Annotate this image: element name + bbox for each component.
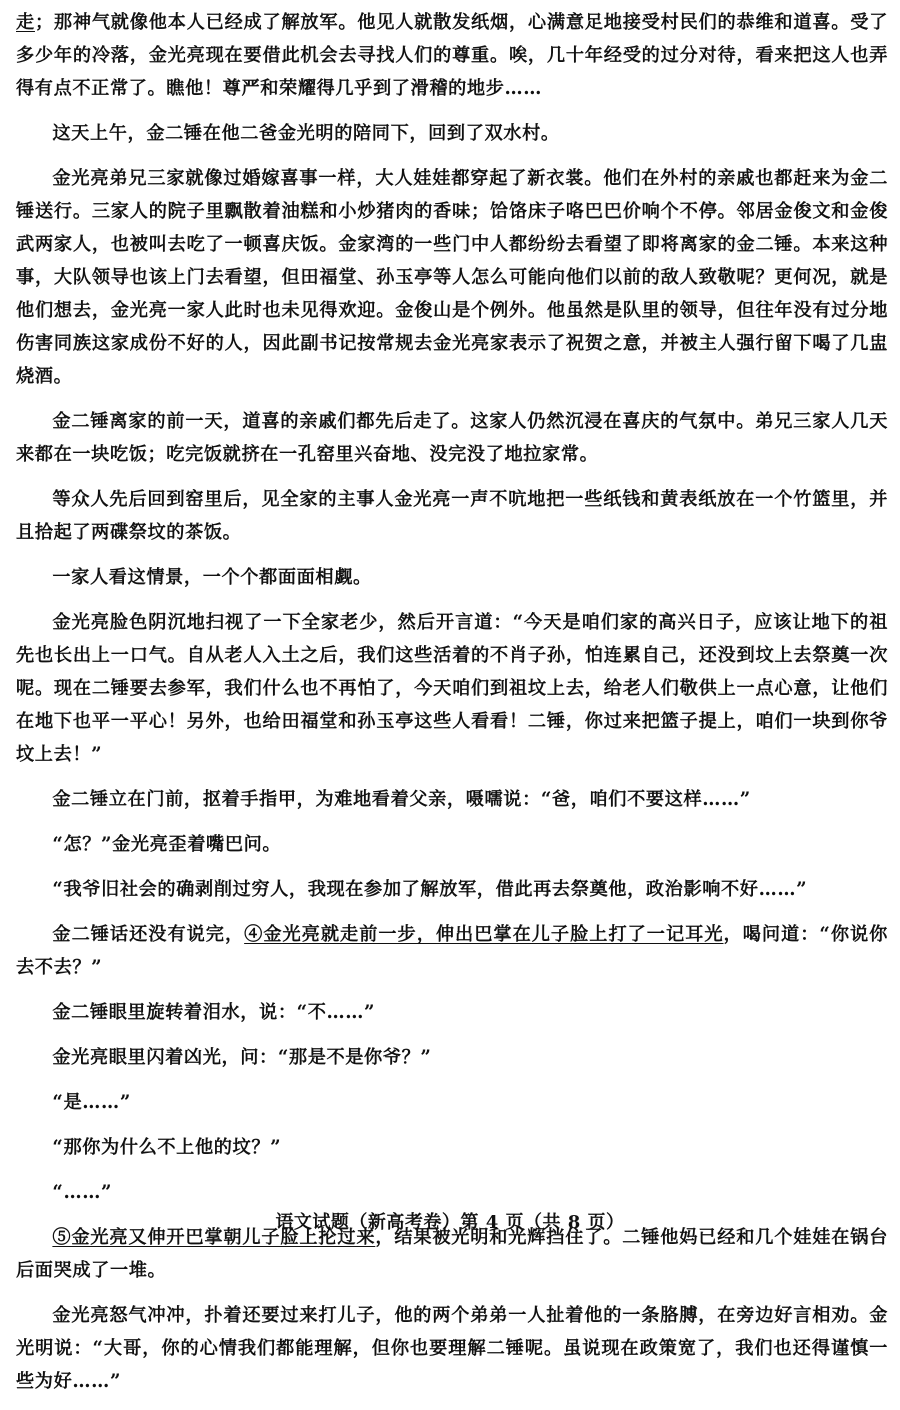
underlined-text: 走 — [16, 12, 35, 33]
paragraph — [16, 1041, 888, 1074]
text-segment: “怎？”金光亮歪着嘴巴问。 — [52, 834, 282, 855]
paragraph — [16, 1299, 888, 1398]
paragraph — [16, 783, 888, 816]
paragraph — [16, 873, 888, 906]
paragraph — [16, 606, 888, 771]
document-body — [16, 6, 888, 1410]
paragraph — [16, 117, 888, 150]
underlined-text: ⑤金光亮又伸开巴掌朝儿子脸上抡过来 — [52, 1227, 376, 1248]
paragraph — [16, 561, 888, 594]
underlined-text: ④金光亮就走前一步，伸出巴掌在儿子脸上打了一记耳光 — [244, 924, 724, 945]
paragraph — [16, 1086, 888, 1119]
paragraph — [16, 483, 888, 549]
text-segment: ，结果被光明和光辉挡住了。二锤他妈已经和几个娃娃在锅台后面哭成了一堆。 — [16, 1227, 889, 1281]
text-segment: 金光亮怒气冲冲，扑着还要过来打儿子，他的两个弟弟一人扯着他的一条胳膊，在旁边好言相劝。金光明说：“大哥，你的心情我们都能理解，但你也要理解二锤呢。虽说现在政策宽了，我们也还得谨慎一些为好……” — [16, 1305, 888, 1392]
text-segment: 等众人先后回到窑里后，见全家的主事人金光亮一声不吭地把一些纸钱和黄表纸放在一个竹篮里，并且拾起了两碟祭坟的茶饭。 — [16, 489, 888, 543]
text-segment: 金光亮脸色阴沉地扫视了一下全家老少，然后开言道：“今天是咱们家的高兴日子，应该让地下的祖先也长出上一口气。自从老人入土之后，我们这些活着的不肖子孙，怕连累自己，还没到坟上去祭奠一次呢。现在二锤要去参军，我们什么也不再怕了，今天咱们到祖坟上去，给老人们敬供上一点心意，让他们在地下也平一平心！另外，也给田福堂和孙玉亭这些人看看！二锤，你过来把篮子提上，咱们一块到你爷坟上去！” — [16, 612, 888, 765]
text-segment: “那你为什么不上他的坟？” — [52, 1137, 282, 1158]
text-segment: 一家人看这情景，一个个都面面相觑。 — [52, 567, 372, 588]
page-footer: 语文试题（新高考卷）第 4 页（共 8 页） — [275, 1212, 625, 1233]
text-segment: ；那神气就像他本人已经成了解放军。他见人就散发纸烟，心满意足地接受村民们的恭维和道喜。受了多少年的冷落，金光亮现在要借此机会去寻找人们的尊重。唉，几十年经受的过分对待，看来把这人也弄得有点不正常了。瞧他！尊严和荣耀得几乎到了滑稽的地步…… — [16, 12, 888, 99]
text-segment: “我爷旧社会的确剥削过穷人，我现在参加了解放军，借此再去祭奠他，政治影响不好……” — [52, 879, 808, 900]
text-segment: 金二锤立在门前，抠着手指甲，为难地看着父亲，嗫嚅说：“爸，咱们不要这样……” — [52, 789, 751, 810]
text-segment: ，喝问道：“你说你去不去？” — [16, 924, 888, 978]
paragraph — [16, 162, 888, 393]
text-segment: 金光亮眼里闪着凶光，问：“那是不是你爷？” — [52, 1047, 432, 1068]
paragraph — [16, 1131, 888, 1164]
text-segment: “……” — [52, 1182, 113, 1203]
paragraph — [16, 6, 888, 105]
text-segment: 这天上午，金二锤在他二爸金光明的陪同下，回到了双水村。 — [52, 123, 560, 144]
paragraph — [16, 996, 888, 1029]
text-segment: “是……” — [52, 1092, 131, 1113]
paragraph — [16, 405, 888, 471]
text-segment: 金二锤眼里旋转着泪水，说：“不……” — [52, 1002, 376, 1023]
paragraph — [16, 918, 888, 984]
paragraph — [16, 828, 888, 861]
paragraph — [16, 1176, 888, 1209]
text-segment: 金光亮弟兄三家就像过婚嫁喜事一样，大人娃娃都穿起了新衣裳。他们在外村的亲戚也都赶来为金二锤送行。三家人的院子里飘散着油糕和小炒猪肉的香味；饸饹床子咯巴巴价响个不停。邻居金俊文和金俊武两家人，也被叫去吃了一顿喜庆饭。金家湾的一些门中人都纷纷去看望了即将离家的金二锤。本来这种事，大队领导也该上门去看望，但田福堂、孙玉亭等人怎么可能向他们以前的敌人致敬呢？更何况，就是他们想去，金光亮一家人此时也未见得欢迎。金俊山是个例外。他虽然是队里的领导，但往年没有过分地伤害同族这家成份不好的人，因此副书记按常规去金光亮家表示了祝贺之意，并被主人强行留下喝了几盅烧酒。 — [16, 168, 888, 387]
text-segment: 金二锤离家的前一天，道喜的亲戚们都先后走了。这家人仍然沉浸在喜庆的气氛中。弟兄三家人几天来都在一块吃饭；吃完饭就挤在一孔窑里兴奋地、没完没了地拉家常。 — [16, 411, 888, 465]
text-segment: 金二锤话还没有说完， — [52, 924, 245, 945]
